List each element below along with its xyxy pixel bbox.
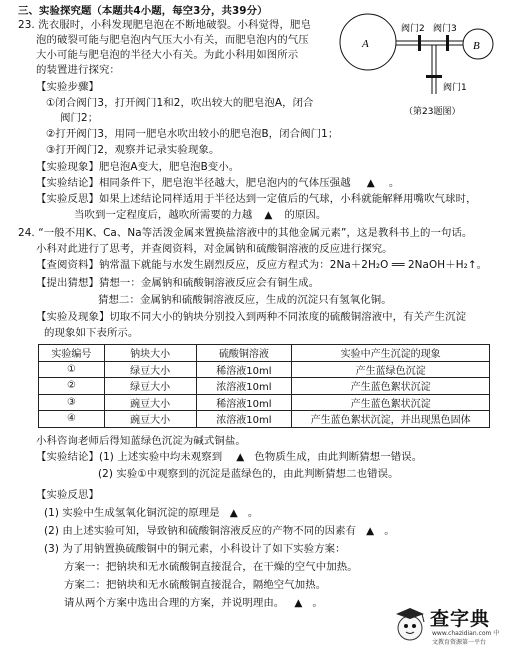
logo-subtitle: www.chazidian.com 中文教育资源第一平台 bbox=[432, 630, 500, 646]
q24-experiment-1: 【实验及现象】切取不同大小的钠块分别投入到两种不同浓度的硫酸铜溶液中，有关产生沉淀 bbox=[36, 311, 467, 323]
table-cell: ④ bbox=[39, 411, 105, 428]
q24-hypothesis-2: 猜想二：金属钠和硫酸铜溶液反应，生成的沉淀只有氢氧化铜。 bbox=[98, 294, 392, 306]
q24-conclusion-2: (2) 实验①中观察到的沉淀是蓝绿色的，由此判断猜想二也错误。 bbox=[98, 468, 399, 480]
table-cell: 豌豆大小 bbox=[104, 394, 196, 411]
experiment-table bbox=[38, 344, 490, 428]
table-row bbox=[39, 394, 490, 411]
q23-step-1: ①闭合阀门3，打开阀门1和2，吹出较大的肥皂泡A，闭合 bbox=[46, 97, 314, 109]
q24-ask: 请从两个方案中选出合理的方案，并说明理由。 ▲ 。 bbox=[64, 597, 323, 609]
q24-hypothesis-1: 【提出猜想】猜想一：金属钠和硫酸铜溶液反应会有铜生成。 bbox=[36, 277, 320, 289]
table-header: 实验中产生沉淀的现象 bbox=[292, 345, 490, 362]
q23-step-1-cont: 阀门2； bbox=[60, 112, 99, 124]
table-cell: 稀溶液10ml bbox=[196, 361, 292, 378]
valve-2-icon bbox=[418, 35, 421, 51]
q24-experiment-2: 的现象如下表所示。 bbox=[44, 327, 139, 339]
q23-line-3: 大小可能与肥皂泡的半径大小有关。为此小科用如图所示 bbox=[36, 49, 299, 61]
table-cell: ② bbox=[39, 378, 105, 395]
q24-reflection-2-blank[interactable]: ▲ bbox=[366, 525, 375, 537]
table-row bbox=[39, 361, 490, 378]
table-cell: 绿豆大小 bbox=[104, 378, 196, 395]
table-cell: ③ bbox=[39, 394, 105, 411]
q24-reflection-1: (1) 实验中生成氢氧化铜沉淀的原理是 ▲ 。 bbox=[44, 507, 259, 519]
table-row bbox=[39, 378, 490, 395]
table-cell: 产生蓝色絮状沉淀 bbox=[292, 394, 490, 411]
diagram-caption: （第23题图） bbox=[404, 107, 461, 117]
table-cell: 豌豆大小 bbox=[104, 411, 196, 428]
table-cell: 浓溶液10ml bbox=[196, 411, 292, 428]
table-cell: 浓溶液10ml bbox=[196, 378, 292, 395]
q24-intro-1: 24. “一般不用K、Ca、Na等活泼金属来置换盐溶液中的其他金属元素”，这是教科书上的一句话。 bbox=[18, 227, 473, 239]
q23-conclusion-blank[interactable]: ▲ bbox=[366, 177, 375, 189]
table-cell: 产生蓝色絮状沉淀，并出现黑色固体 bbox=[292, 411, 490, 428]
section-header: 三、实验探究题（本题共4小题，每空3分，共39分） bbox=[18, 5, 268, 17]
q23-reflection-2: 当吹到一定程度后，越吹所需要的力越 ▲ 的原因。 bbox=[74, 209, 327, 221]
valve-2-label: 阀门2 bbox=[401, 24, 425, 34]
q23-line-4: 的装置进行探究： bbox=[36, 64, 120, 76]
table-row bbox=[39, 411, 490, 428]
q23-reflection-blank[interactable]: ▲ bbox=[264, 209, 273, 221]
q24-reflection-label: 【实验反思】 bbox=[36, 489, 99, 501]
q23-reflection-1: 【实验反思】如果上述结论同样适用于半径达到一定值后的气球，小科就能解释用嘴吹气球时， bbox=[36, 193, 477, 205]
q24-reflection-2: (2) 由上述实验可知，导致钠和硫酸铜溶液反应的产物不同的因素有 ▲ 。 bbox=[44, 525, 395, 537]
table-header: 硫酸铜溶液 bbox=[196, 345, 292, 362]
valve-1-icon bbox=[426, 75, 442, 78]
table-header: 实验编号 bbox=[39, 345, 105, 362]
q23-steps-label: 【实验步骤】 bbox=[36, 81, 99, 93]
q24-info: 【查阅资料】钠常温下就能与水发生剧烈反应，反应方程式为：2Na＋2H₂O ══ 2NaOH＋H₂↑。 bbox=[36, 259, 488, 271]
q23-conclusion: 【实验结论】相同条件下，肥皂泡半径越大，肥皂泡内的气体压强越 ▲ 。 bbox=[36, 177, 400, 189]
q23-step-3: ③打开阀门2，观察并记录实验现象。 bbox=[46, 144, 220, 156]
q24-ask-blank[interactable]: ▲ bbox=[294, 597, 303, 609]
q24-plan-2: 方案二：把钠块和无水硫酸铜直接混合，隔绝空气加热。 bbox=[64, 579, 327, 591]
bubble-a-label: A bbox=[362, 38, 369, 50]
mascot-icon bbox=[392, 600, 428, 642]
valve-3-icon bbox=[446, 35, 449, 51]
bubble-apparatus-diagram bbox=[334, 10, 502, 122]
table-cell: 稀溶液10ml bbox=[196, 394, 292, 411]
q24-conclusion-1: 【实验结论】(1) 上述实验中均未观察到 ▲ 色物质生成，由此判断猜想一错误。 bbox=[36, 451, 423, 463]
valve-3-label: 阀门3 bbox=[433, 24, 457, 34]
logo-title: 查字典 bbox=[430, 608, 491, 630]
table-header: 钠块大小 bbox=[104, 345, 196, 362]
chazidian-logo bbox=[392, 600, 504, 644]
bubble-b-label: B bbox=[473, 40, 480, 52]
table-cell: 产生蓝色絮状沉淀 bbox=[292, 378, 490, 395]
q24-reflection-1-blank[interactable]: ▲ bbox=[229, 507, 238, 519]
table-cell: 产生蓝绿色沉淀 bbox=[292, 361, 490, 378]
q24-note: 小科咨询老师后得知蓝绿色沉淀为碱式铜盐。 bbox=[36, 435, 246, 447]
q23-line-1: 23. 洗衣服时，小科发现肥皂泡在不断地破裂。小科觉得，肥皂 bbox=[18, 19, 311, 31]
q24-reflection-3: (3) 为了用钠置换硫酸铜中的铜元素，小科设计了如下实验方案： bbox=[44, 543, 346, 555]
q24-intro-2: 小科对此进行了思考，并查阅资料，对金属钠和硫酸铜溶液的反应进行探究。 bbox=[36, 243, 393, 255]
table-cell: 绿豆大小 bbox=[104, 361, 196, 378]
q23-step-2: ②打开阀门3，用同一肥皂水吹出较小的肥皂泡B，闭合阀门1； bbox=[46, 128, 339, 140]
q24-plan-1: 方案一：把钠块和无水硫酸铜直接混合，在干燥的空气中加热。 bbox=[64, 561, 358, 573]
table-cell: ① bbox=[39, 361, 105, 378]
q23-phenomenon: 【实验现象】肥皂泡A变大，肥皂泡B变小。 bbox=[36, 161, 240, 173]
q23-line-2: 泡的破裂可能与肥皂泡内气压大小有关，而肥皂泡内的气压 bbox=[36, 34, 309, 46]
table-header-row bbox=[39, 345, 490, 362]
q24-conclusion-blank[interactable]: ▲ bbox=[236, 451, 245, 463]
valve-1-label: 阀门1 bbox=[443, 83, 467, 93]
